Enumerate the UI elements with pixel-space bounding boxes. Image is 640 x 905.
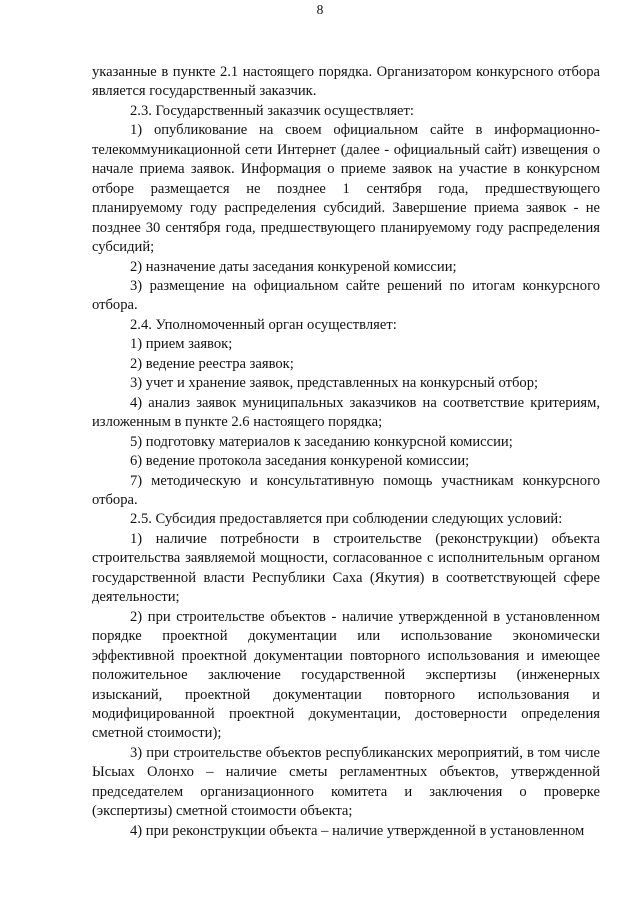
paragraph-2-3-item-1: 1) опубликование на своем официальном сайте в информационно-телекоммуникационной сети Интернет (далее - официальный сайт) извещения о начале приема заявок. Информация о приеме заявок на участие в конкурсном отборе размещается не позднее 1 сентября года, предшествующего планируемому году распределения субсидий. Завершение приема заявок - не позднее 30 сентября года, предшествующего планируемому году распределения субсидий; <box>92 122 600 256</box>
paragraph-2-4-item-6: 6) ведение протокола заседания конкуреной комиссии; <box>130 453 470 470</box>
paragraph-2-4-item-3: 3) учет и хранение заявок, представленных на конкурсный отбор; <box>130 375 539 392</box>
paragraph-2-4-heading: 2.4. Уполномоченный орган осуществляет: <box>130 316 397 333</box>
paragraph-2-4-item-4: 4) анализ заявок муниципальных заказчиков на соответствие критериям, изложенным в пункте 2.6 настоящего порядка; <box>92 394 600 431</box>
paragraph-continuation: указанные в пункте 2.1 настоящего порядка. Организатором конкурсного отбора является государственный заказчик. <box>92 64 600 100</box>
page-number: 8 <box>316 2 324 17</box>
paragraph-2-4-item-1: 1) прием заявок; <box>130 336 233 353</box>
paragraph-2-5-item-1: 1) наличие потребности в строительстве (реконструкции) объекта строительства заявляемой мощности, согласованное с исполнительным органом государственной власти Республики Саха (Якутия) в соответствующей сфере деятельности; <box>92 530 600 606</box>
paragraph-2-4-item-7: 7) методическую и консультативную помощь участникам конкурсного отбора. <box>92 472 600 508</box>
paragraph-2-5-item-4: 4) при реконструкции объекта – наличие утвержденной в установленном <box>130 822 585 839</box>
paragraph-2-3-item-3: 3) размещение на официальном сайте решений по итогам конкурсного отбора. <box>92 277 600 314</box>
paragraph-2-3-item-2: 2) назначение даты заседания конкуреной комиссии; <box>130 258 457 275</box>
paragraph-2-3-heading: 2.3. Государственный заказчик осуществляет: <box>130 102 414 119</box>
paragraph-2-5-heading: 2.5. Субсидия предоставляется при соблюдении следующих условий: <box>130 511 563 528</box>
paragraph-2-4-item-2: 2) ведение реестра заявок; <box>130 355 294 372</box>
paragraph-2-4-item-5: 5) подготовку материалов к заседанию конкурсной комиссии; <box>130 433 513 450</box>
paragraph-2-5-item-3: 3) при строительстве объектов республиканских мероприятий, в том числе Ысыах Олонхо – наличие сметы регламентных объектов, утвержденной председателем организационного комитета и заключения о проверке (экспертизы) сметной стоимости объекта; <box>92 744 600 820</box>
paragraph-2-5-item-2: 2) при строительстве объектов - наличие утвержденной в установленном порядке проектной документации или использование экономически эффективной проектной документации повторного использования и имеющее положительное заключение государственной экспертизы (инженерных изысканий, проектной документации повторного использования и модифицированной проектной документации, достоверности определения сметной стоимости); <box>92 608 600 742</box>
body-text <box>92 63 600 841</box>
